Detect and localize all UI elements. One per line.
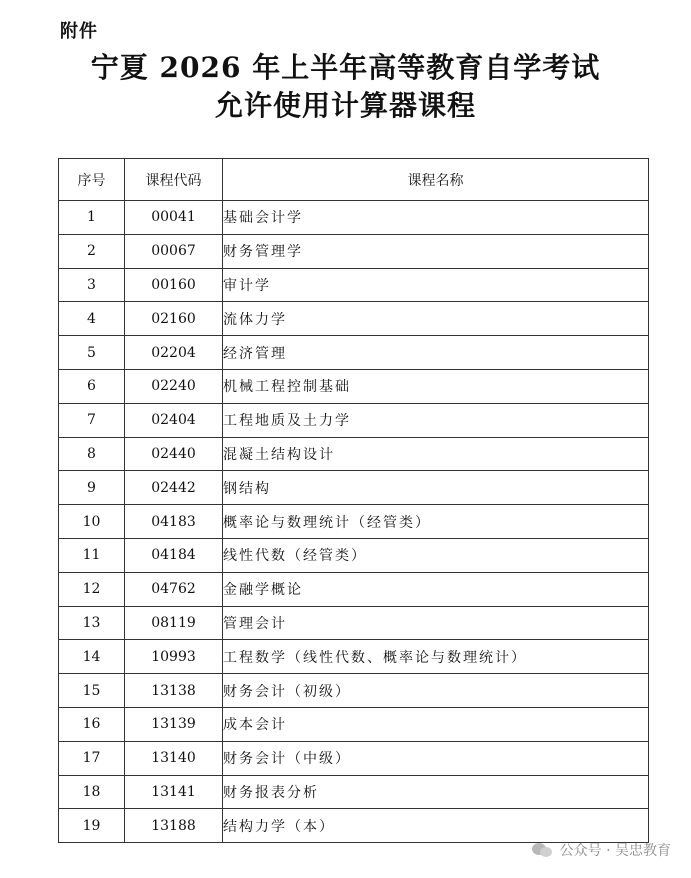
row-course-name: 财务管理学 (223, 234, 649, 268)
row-index: 18 (59, 775, 125, 809)
document-title-line1: 宁夏 2026 年上半年高等教育自学考试 (90, 51, 601, 84)
row-course-name: 审计学 (223, 268, 649, 302)
row-index: 19 (59, 809, 125, 843)
table-row (59, 707, 649, 741)
row-index: 3 (59, 268, 125, 302)
row-course-name: 钢结构 (223, 471, 649, 505)
row-course-name: 机械工程控制基础 (223, 369, 649, 403)
row-index: 6 (59, 369, 125, 403)
row-index: 7 (59, 403, 125, 437)
document-title-line2: 允许使用计算器课程 (214, 89, 476, 122)
row-index: 13 (59, 606, 125, 640)
table-header-row (59, 159, 649, 201)
row-course-name: 经济管理 (223, 336, 649, 370)
row-course-name: 财务会计（中级） (223, 741, 649, 775)
table-row (59, 403, 649, 437)
row-course-code: 13188 (125, 809, 223, 843)
row-course-code: 04762 (125, 572, 223, 606)
row-course-name: 混凝土结构设计 (223, 437, 649, 471)
row-course-code: 13138 (125, 674, 223, 708)
table-row (59, 234, 649, 268)
header-course-code: 课程代码 (125, 159, 223, 201)
row-index: 10 (59, 505, 125, 539)
table-row (59, 201, 649, 235)
table-row (59, 775, 649, 809)
row-course-code: 02404 (125, 403, 223, 437)
table-row (59, 471, 649, 505)
row-index: 5 (59, 336, 125, 370)
row-course-code: 02160 (125, 302, 223, 336)
row-index: 1 (59, 201, 125, 235)
watermark (532, 840, 671, 860)
table-row (59, 369, 649, 403)
row-course-name: 金融学概论 (223, 572, 649, 606)
table-row (59, 302, 649, 336)
row-course-name: 成本会计 (223, 707, 649, 741)
row-index: 9 (59, 471, 125, 505)
header-index: 序号 (59, 159, 125, 201)
row-course-code: 10993 (125, 640, 223, 674)
header-course-name: 课程名称 (223, 159, 649, 201)
row-course-code: 00067 (125, 234, 223, 268)
row-index: 2 (59, 234, 125, 268)
row-course-name: 线性代数（经管类） (223, 538, 649, 572)
table-row (59, 268, 649, 302)
row-course-name: 财务会计（初级） (223, 674, 649, 708)
row-course-name: 工程地质及土力学 (223, 403, 649, 437)
table-row (59, 437, 649, 471)
table-row (59, 505, 649, 539)
table-row (59, 809, 649, 843)
row-index: 11 (59, 538, 125, 572)
row-course-name: 结构力学（本） (223, 809, 649, 843)
row-course-code: 04184 (125, 538, 223, 572)
row-course-code: 04183 (125, 505, 223, 539)
row-course-name: 财务报表分析 (223, 775, 649, 809)
row-course-code: 02240 (125, 369, 223, 403)
row-course-code: 13141 (125, 775, 223, 809)
row-course-code: 13139 (125, 707, 223, 741)
row-index: 17 (59, 741, 125, 775)
row-index: 8 (59, 437, 125, 471)
table-row (59, 741, 649, 775)
row-index: 14 (59, 640, 125, 674)
row-course-code: 02440 (125, 437, 223, 471)
row-course-name: 概率论与数理统计（经管类） (223, 505, 649, 539)
row-course-code: 08119 (125, 606, 223, 640)
watermark-text: 公众号 · 吴忠教育 (559, 843, 671, 859)
table-row (59, 572, 649, 606)
row-course-code: 00160 (125, 268, 223, 302)
table-row (59, 640, 649, 674)
row-index: 16 (59, 707, 125, 741)
row-course-code: 00041 (125, 201, 223, 235)
row-course-code: 13140 (125, 741, 223, 775)
table-row (59, 538, 649, 572)
table-row (59, 606, 649, 640)
table-row (59, 336, 649, 370)
row-index: 15 (59, 674, 125, 708)
row-course-name: 流体力学 (223, 302, 649, 336)
attachment-label: 附件 (60, 21, 98, 42)
table-row (59, 674, 649, 708)
row-course-name: 基础会计学 (223, 201, 649, 235)
course-table-body (59, 201, 649, 843)
row-course-code: 02204 (125, 336, 223, 370)
row-course-name: 管理会计 (223, 606, 649, 640)
row-index: 12 (59, 572, 125, 606)
row-course-name: 工程数学（线性代数、概率论与数理统计） (223, 640, 649, 674)
row-index: 4 (59, 302, 125, 336)
course-table (58, 158, 649, 843)
row-course-code: 02442 (125, 471, 223, 505)
wechat-icon (532, 841, 554, 859)
